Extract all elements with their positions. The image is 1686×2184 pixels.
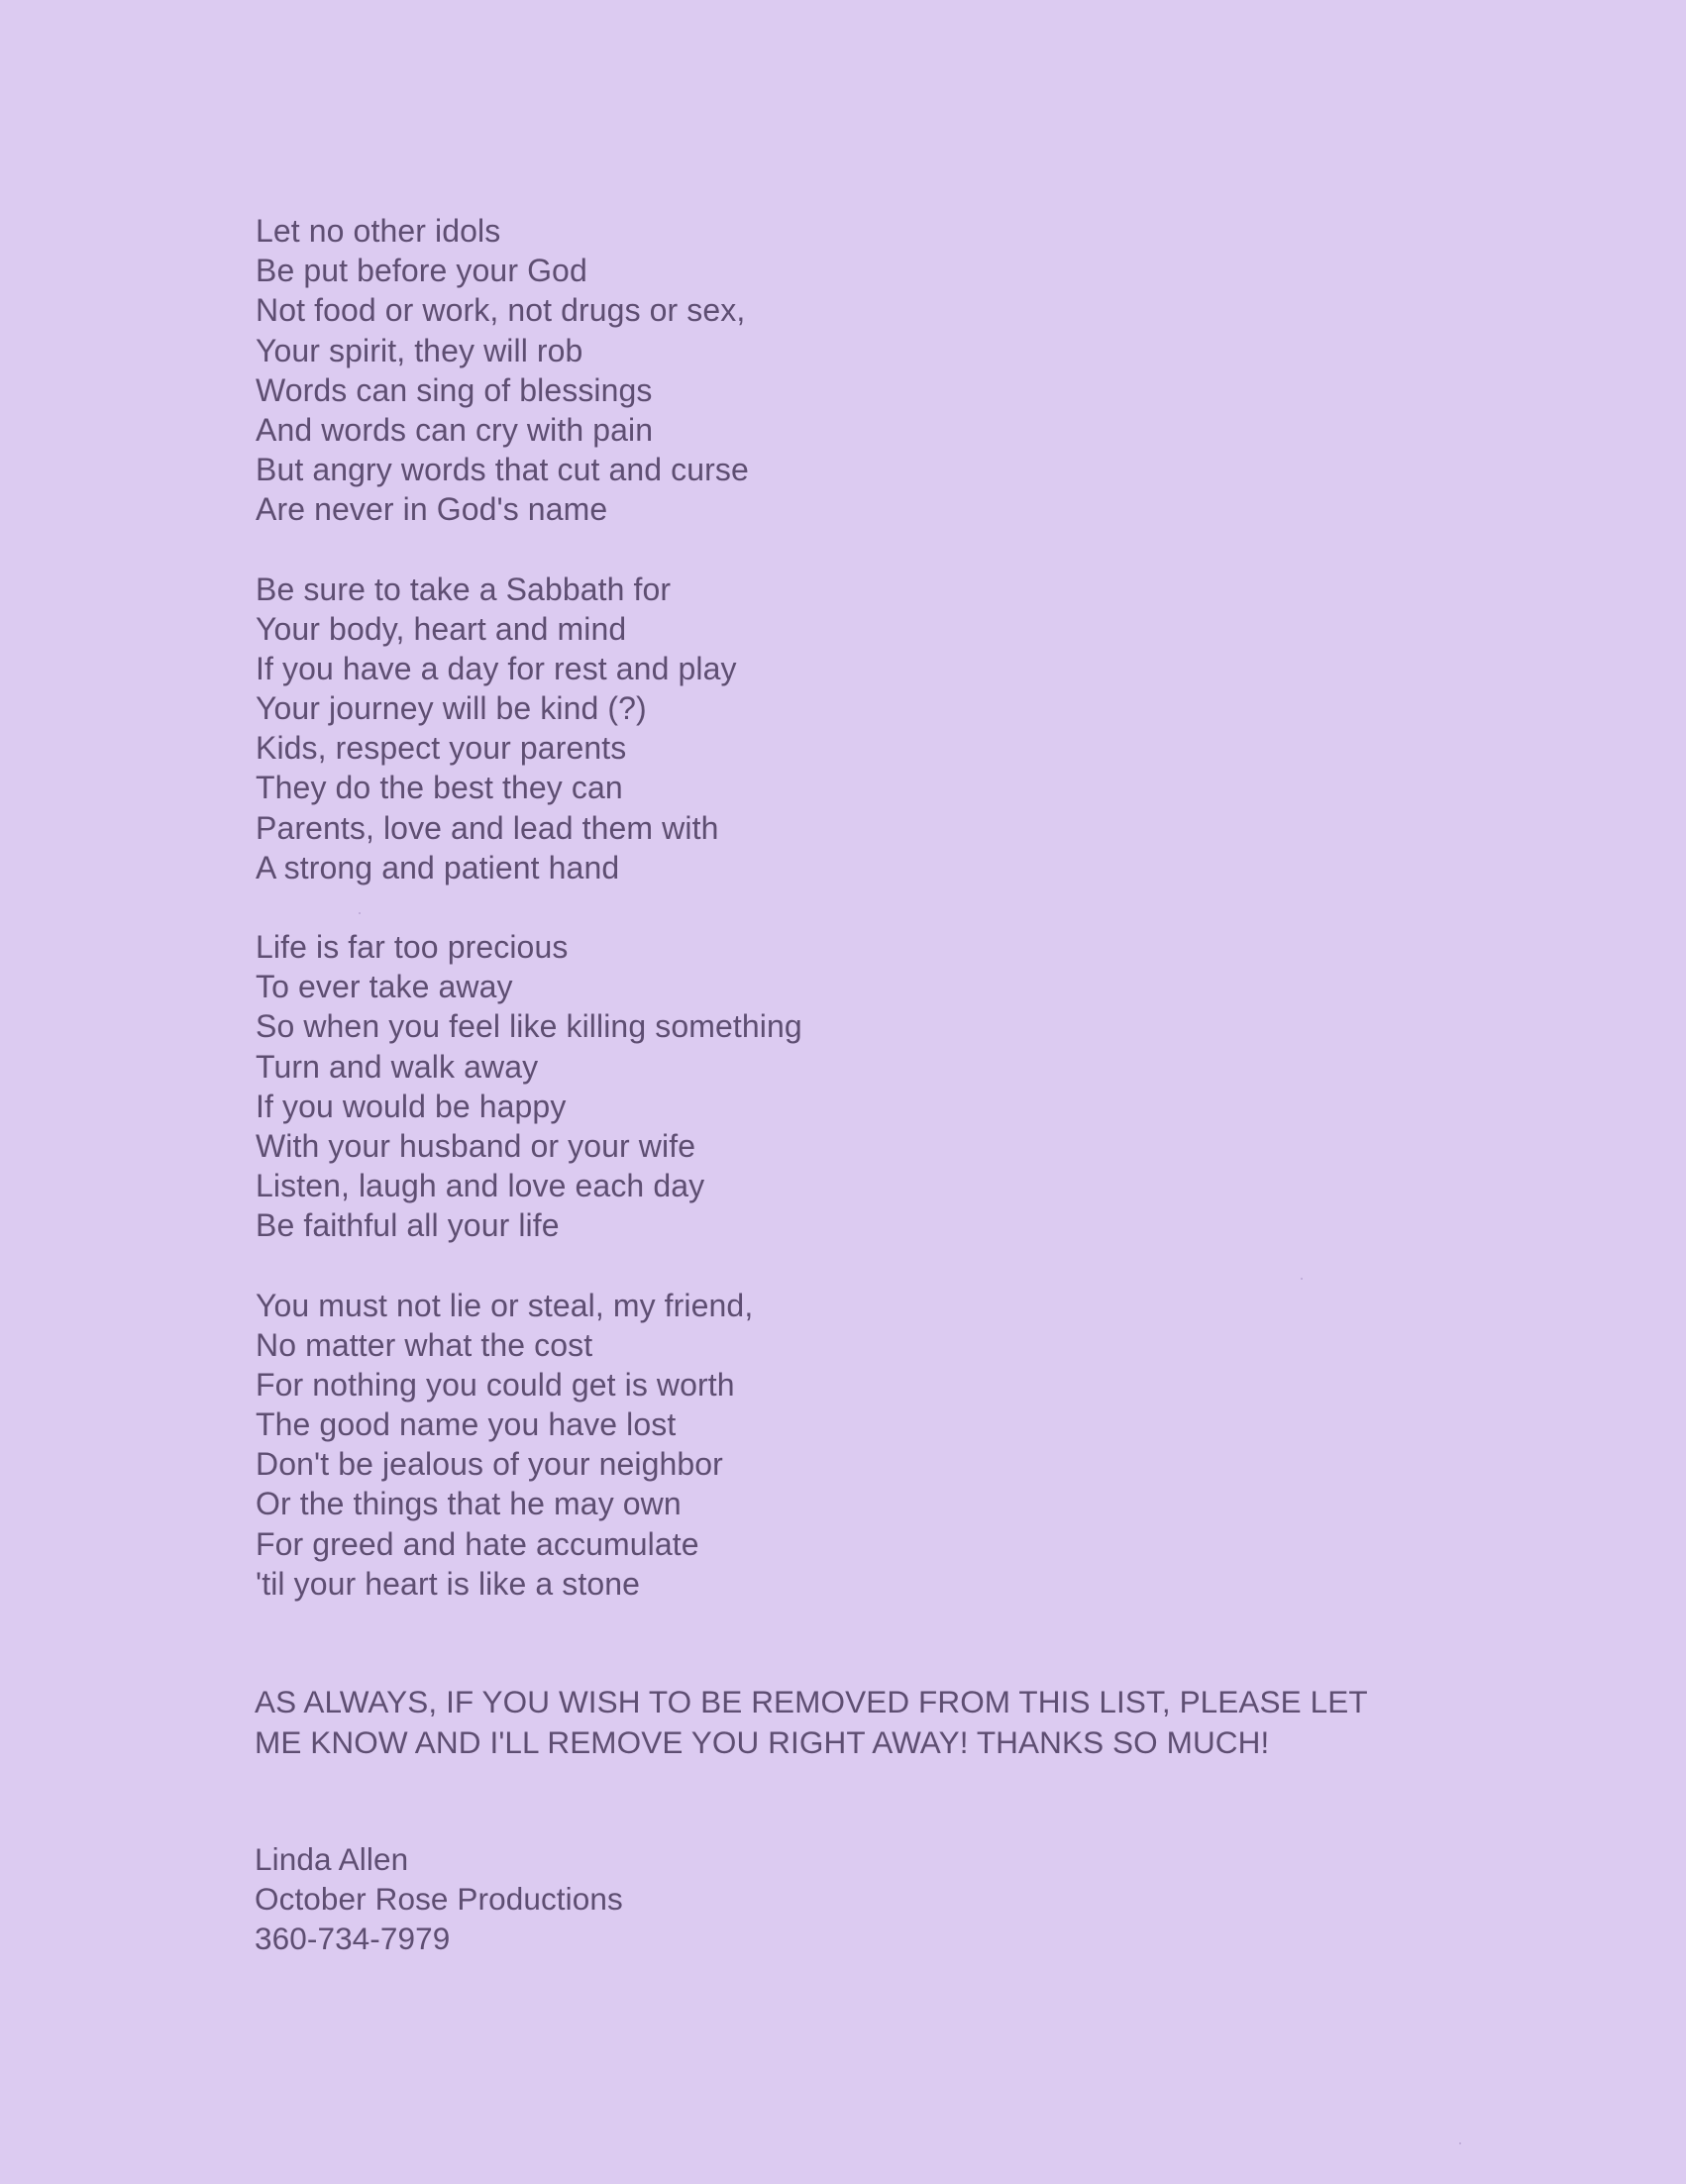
poem-line: You must not lie or steal, my friend,	[256, 1287, 754, 1323]
signature-block	[255, 1839, 1146, 1959]
poem-line: They do the best they can	[256, 770, 623, 806]
poem-line: Your spirit, they will rob	[256, 332, 583, 368]
signature-phone: 360-734-7979	[255, 1921, 451, 1957]
poem-line: Be put before your God	[256, 253, 587, 289]
poem-line: To ever take away	[256, 969, 513, 1005]
scan-speck	[359, 912, 361, 914]
signature-company: October Rose Productions	[255, 1881, 623, 1918]
poem-line: Let no other idols	[256, 213, 501, 249]
poem-line: Not food or work, not drugs or sex,	[256, 292, 746, 329]
poem-line: Be faithful all your life	[256, 1207, 560, 1244]
poem-line: Your journey will be kind (?)	[256, 690, 647, 727]
signature-name: Linda Allen	[255, 1841, 409, 1877]
poem-line: Your body, heart and mind	[256, 610, 627, 647]
poem	[256, 211, 1543, 1643]
poem-line: The good name you have lost	[256, 1406, 677, 1443]
poem-stanza-3	[256, 927, 1543, 1246]
poem-line: Don't be jealous of your neighbor	[256, 1446, 723, 1483]
poem-line: Listen, laugh and love each day	[256, 1168, 705, 1204]
poem-line: 'til your heart is like a stone	[256, 1565, 641, 1602]
poem-line: Or the things that he may own	[256, 1486, 682, 1522]
poem-stanza-4	[256, 1286, 1543, 1605]
poem-line: But angry words that cut and curse	[256, 452, 749, 488]
poem-line: Life is far too precious	[256, 929, 569, 965]
poem-line: A strong and patient hand	[256, 849, 620, 885]
poem-stanza-2	[256, 570, 1543, 888]
poem-line: With your husband or your wife	[256, 1127, 696, 1164]
poem-line: If you have a day for rest and play	[256, 650, 737, 686]
removal-notice	[255, 1682, 1641, 1762]
poem-line: For greed and hate accumulate	[256, 1525, 699, 1562]
poem-line: So when you feel like killing something	[256, 1008, 802, 1045]
scan-speck	[1301, 1278, 1303, 1280]
poem-line: No matter what the cost	[256, 1326, 593, 1363]
poem-line: For nothing you could get is worth	[256, 1366, 735, 1403]
poem-line: Words can sing of blessings	[256, 371, 653, 408]
poem-line: If you would be happy	[256, 1088, 567, 1124]
notice-line: ME KNOW AND I'LL REMOVE YOU RIGHT AWAY! THANKS SO MUCH!	[255, 1723, 1270, 1760]
poem-line: Parents, love and lead them with	[256, 809, 719, 846]
scan-speck	[1459, 2142, 1461, 2144]
poem-line: Be sure to take a Sabbath for	[256, 571, 672, 607]
notice-line: AS ALWAYS, IF YOU WISH TO BE REMOVED FROM THIS LIST, PLEASE LET	[255, 1684, 1368, 1719]
poem-stanza-1	[256, 211, 1543, 530]
poem-line: And words can cry with pain	[256, 411, 654, 448]
poem-line: Turn and walk away	[256, 1048, 539, 1085]
poem-line: Are never in God's name	[256, 491, 608, 528]
poem-line: Kids, respect your parents	[256, 730, 627, 767]
